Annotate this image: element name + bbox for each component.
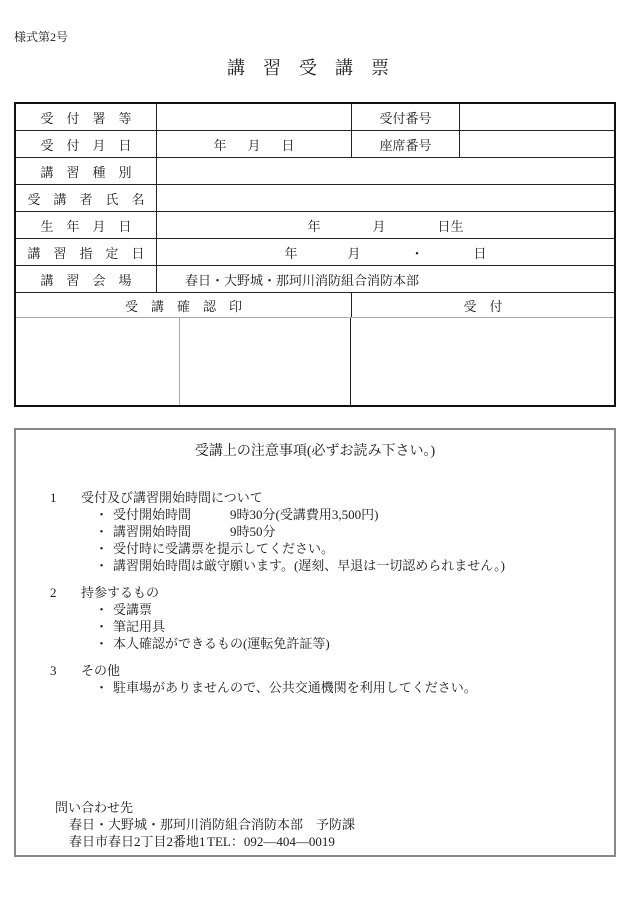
note-text: 受付時に受講票を提示してください。 [113, 541, 335, 556]
note-item [16, 618, 614, 635]
note-item [16, 635, 614, 652]
note-text: 本人確認ができるもの(運転免許証等) [113, 636, 330, 651]
contact-address-line [16, 833, 614, 850]
course-type-value-cell [157, 158, 614, 184]
section-title: 持参するもの [81, 585, 160, 600]
contact-tel: TEL：092—404—0019 [207, 834, 335, 849]
attendee-name-label: 受 講 者 氏 名 [16, 185, 157, 211]
table-row-stamp-area [16, 318, 614, 405]
table-row-birth-date [16, 212, 614, 239]
page-title: 講 習 受 講 票 [227, 58, 389, 78]
reception-label: 受 付 [463, 298, 503, 314]
note-text: 筆記用具 [113, 619, 166, 634]
course-type-label: 講 習 種 別 [16, 158, 157, 184]
venue-label: 講 習 会 場 [16, 266, 157, 292]
contact-block [16, 799, 614, 850]
confirmation-stamp-label: 受 講 確 認 印 [16, 293, 352, 317]
section-heading [16, 489, 614, 506]
birth-date-value-cell [157, 212, 614, 238]
form-number: 様式第2号 [14, 30, 69, 44]
table-row-venue [16, 266, 614, 293]
year-placeholder: 年 [213, 137, 227, 153]
note-item [16, 601, 614, 618]
reception-office-label: 受 付 署 等 [16, 104, 157, 130]
note-text: 受講票 [113, 602, 153, 617]
note-item [16, 506, 614, 523]
day-placeholder: 日 [281, 137, 295, 153]
contact-address: 春日市春日2丁目2番地1 [69, 834, 206, 849]
bullet-icon: ・ [95, 619, 109, 634]
bullet-icon: ・ [95, 680, 109, 695]
day-born-placeholder: 日生 [437, 218, 464, 234]
section-heading [16, 662, 614, 679]
section-number: 3 [50, 663, 57, 678]
attendee-name-value-cell [157, 185, 614, 211]
reception-number-value-cell [460, 104, 614, 130]
section-number: 2 [50, 585, 57, 600]
bullet-icon: ・ [95, 558, 109, 573]
contact-org-line: 春日・大野城・那珂川消防組合消防本部 予防課 [69, 817, 356, 832]
contact-heading: 問い合わせ先 [55, 800, 134, 815]
section-number: 1 [50, 490, 57, 505]
reception-date-label: 受 付 月 日 [16, 131, 157, 157]
table-row-reception-date [16, 131, 614, 158]
note-text: 駐車場がありませんので、公共交通機関を利用してください。 [113, 680, 477, 695]
month-placeholder: 月 [347, 245, 361, 261]
bullet-icon: ・ [95, 602, 109, 617]
table-row-course-type [16, 158, 614, 185]
birth-date-label: 生 年 月 日 [16, 212, 157, 238]
reception-date-placeholders [157, 135, 351, 154]
day-placeholder: 日 [473, 245, 487, 261]
note-item [16, 679, 614, 696]
month-placeholder: 月 [247, 137, 261, 153]
dot-separator: ・ [410, 245, 424, 261]
designated-date-placeholders [157, 243, 614, 262]
notes-box [14, 428, 616, 857]
reception-office-value-cell [157, 104, 352, 130]
section-title: 受付及び講習開始時間について [81, 490, 263, 505]
reception-date-value-cell [157, 131, 352, 157]
section-heading [16, 584, 614, 601]
table-row-designated-date [16, 239, 614, 266]
note-text: 講習開始時間 9時50分 [113, 524, 276, 539]
notes-heading: 受講上の注意事項(必ずお読み下さい。) [194, 444, 436, 459]
notes-section-2 [16, 584, 614, 652]
birth-date-placeholders [157, 216, 614, 235]
designated-date-label: 講 習 指 定 日 [16, 239, 157, 265]
seat-number-value-cell [460, 131, 614, 157]
attendance-ticket-table [14, 102, 616, 407]
bullet-icon: ・ [95, 541, 109, 556]
bullet-icon: ・ [95, 524, 109, 539]
table-row-attendee-name [16, 185, 614, 212]
designated-date-value-cell [157, 239, 614, 265]
note-text: 受付開始時間 9時30分(受講費用3,500円) [113, 507, 379, 522]
notes-section-3 [16, 662, 614, 696]
table-row-reception-office [16, 104, 614, 131]
notes-section-1 [16, 489, 614, 574]
venue-value: 春日・大野城・那珂川消防組合消防本部 [185, 272, 420, 288]
month-placeholder: 月 [372, 218, 386, 234]
bullet-icon: ・ [95, 507, 109, 522]
note-item [16, 557, 614, 574]
table-row-stamp-header [16, 293, 614, 318]
section-title: その他 [81, 663, 121, 678]
year-placeholder: 年 [284, 245, 298, 261]
reception-stamp-cell [351, 318, 614, 405]
seat-number-label: 座席番号 [352, 131, 460, 157]
note-item [16, 540, 614, 557]
stamp-cell-left [16, 318, 180, 405]
reception-number-label: 受付番号 [352, 104, 460, 130]
bullet-icon: ・ [95, 636, 109, 651]
note-text: 講習開始時間は厳守願います。(遅刻、早退は一切認められません。) [113, 558, 505, 573]
note-item [16, 523, 614, 540]
year-placeholder: 年 [307, 218, 321, 234]
stamp-cell-right [180, 318, 351, 405]
